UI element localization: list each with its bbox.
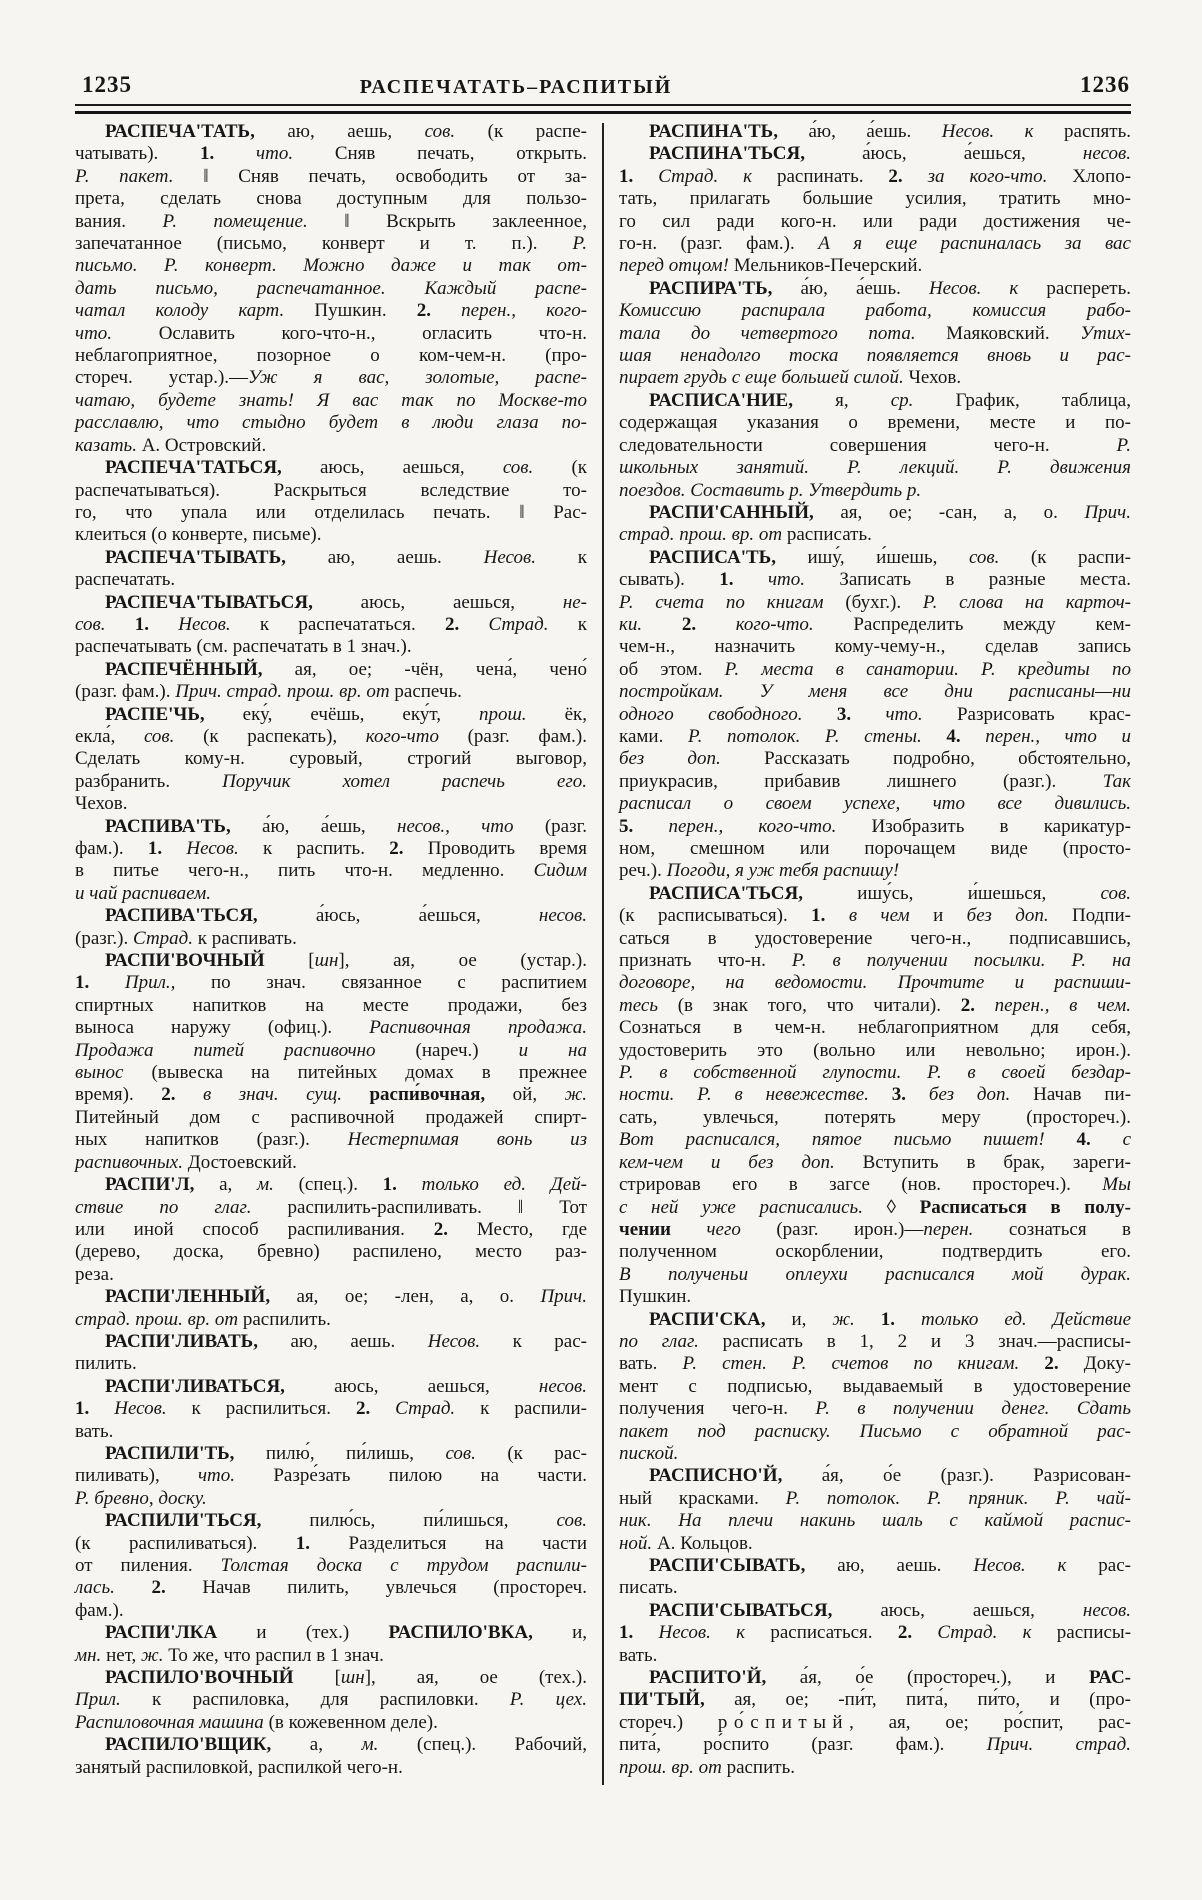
text-line: от пиления. Толстая доска с трудом распили-	[75, 1555, 587, 1576]
text-line: РАСПИ'СКА, и, ж. 1. только ед. Действие	[649, 1308, 1132, 1330]
text-line: выноса наружу (офиц.). Распивочная продажа.	[75, 1017, 587, 1039]
text-line: фам.).	[75, 1599, 124, 1621]
text-line: распечатывать (см. распечатать в 1 знач.).	[75, 636, 412, 658]
text-line: чатывать). 1. что. Сняв печать, открыть.	[75, 143, 587, 165]
text-line: получения чего-н. Р. в получении денег. Сдать	[619, 1398, 1131, 1420]
text-line: спиртных напитков на месте продажи, без	[75, 994, 587, 1016]
text-line: РАСПИРА'ТЬ, а́ю, а́ешь. Несов. к распереть.	[649, 277, 1132, 299]
text-line: ствие по глаг. распилить-распиливать. ‖ Тот	[75, 1196, 587, 1218]
text-line: Р. бревно, доску.	[75, 1487, 207, 1509]
text-line: РАСПИ'СЫВАТЬСЯ, аюсь, аешься, несов.	[649, 1599, 1131, 1621]
text-line: кем-чем и без доп. Вступить в брак, зареги-	[619, 1151, 1131, 1173]
text-line: ности. Р. в невежестве. 3. без доп. Начав пи-	[619, 1084, 1132, 1106]
text-line: реза.	[75, 1263, 114, 1285]
text-line: расславлю, что стыдно будет в люди глаза по-	[75, 412, 587, 434]
text-line: Вот расписался, пятое письмо пишет! 4. с	[619, 1129, 1132, 1151]
text-line: (разг.). Страд. к распивать.	[75, 927, 297, 949]
page-number-right: 1236	[1080, 72, 1130, 97]
text-line: лась. 2. Начав пилить, увлечься (простореч.	[75, 1577, 587, 1599]
text-block	[75, 121, 1131, 1785]
text-line: содержащая указания о времени, месте и по-	[619, 412, 1131, 434]
column-divider-rule	[602, 123, 604, 1785]
text-line: 1. Страд. к распинать. 2. за кого-что. Хлопо-	[619, 165, 1132, 187]
text-line: приукрасив, прибавив лишнего (разг.). Так	[619, 770, 1131, 792]
text-line: что. Ославить кого-что-н., огласить что-н.	[75, 322, 587, 344]
text-line: В полученьи оплеухи расписался мой дурак.	[619, 1263, 1131, 1285]
text-line: признать что-н. Р. в получении посылки. Р. на	[619, 950, 1131, 972]
text-line: Распиловочная машина (в кожевенном деле).	[75, 1711, 438, 1733]
text-line: сов. 1. Несов. к распечататься. 2. Страд. к	[75, 613, 588, 635]
text-line: стореч.) ро́спитый, ая, ое; ро́спит, рас-	[619, 1711, 1131, 1733]
text-line: занятый распиловкой, распилкой чего-н.	[75, 1756, 403, 1778]
text-line: РАСПИНА'ТЬСЯ, а́юсь, а́ешься, несов.	[649, 143, 1131, 165]
right-column	[619, 121, 1131, 1785]
text-line: пирает грудь с еще большей силой. Чехов.	[619, 367, 962, 389]
text-line: РАСПИЛИ'ТЬСЯ, пилю́сь, пи́лишься, сов.	[105, 1510, 587, 1532]
text-line: прета, сделать снова доступным для пользо-	[75, 188, 587, 210]
text-line: реч.). Погоди, я уж тебя распишу!	[619, 860, 900, 882]
text-line: следовательности совершения чего-н. Р.	[619, 434, 1131, 456]
text-line: одного свободного. 3. что. Разрисовать крас-	[619, 703, 1132, 725]
text-line: время). 2. в знач. сущ. распи́вочная, ой, ж.	[75, 1084, 588, 1106]
text-line: Сделать кому-н. суровый, строгий выговор,	[75, 748, 587, 770]
text-line: писать.	[619, 1577, 678, 1599]
text-line: расписал о своем успехе, что все дивились.	[619, 793, 1131, 815]
text-line: Питейный дом с распивочной продажей спирт-	[75, 1106, 587, 1128]
text-line: Р. в собственной глупости. Р. в своей бездар-	[619, 1062, 1131, 1084]
text-line: чем-н., назначить кому-чему-н., сделав запись	[619, 636, 1131, 658]
text-line: стрировав его в загсе (нов. простореч.). Мы	[619, 1174, 1131, 1196]
text-line: Прил. к распиловка, для распиловки. Р. цех.	[75, 1689, 587, 1711]
text-line: ном, смешном или порочащем виде (просто-	[619, 838, 1131, 859]
text-line: пилить.	[75, 1353, 137, 1375]
text-line: в питье чего-н., пить что-н. медленно. Сидим	[75, 860, 587, 882]
text-line: вать. Р. стен. Р. счетов по книгам. 2. Доку-	[619, 1353, 1132, 1375]
text-line: пита́, ро́спито (разг. фам.). Прич. страд.	[619, 1734, 1131, 1756]
text-line: ных напитков (разг.). Нестерпимая вонь из	[75, 1129, 588, 1151]
text-line: школьных занятий. Р. лекций. Р. движения	[619, 457, 1131, 479]
text-line: шая ненадолго тоска появляется вновь и рас-	[619, 345, 1131, 367]
text-line: или иной способ распиливания. 2. Место, где	[75, 1218, 588, 1240]
text-line: РАСПИТО'Й, а́я, о́е (простореч.), и РАС-	[649, 1667, 1131, 1689]
text-line: тала до четвертого пота. Маяковский. Утих-	[619, 322, 1131, 344]
text-line: РАСПИСА'НИЕ, я, ср. График, таблица,	[649, 389, 1131, 411]
text-line: Р. пакет. ‖ Сняв печать, освободить от за-	[75, 165, 588, 187]
text-line: РАСПИ'ЛИВАТЬ, аю, аешь. Несов. к рас-	[105, 1330, 587, 1352]
text-line: РАСПЕЧА'ТЫВАТЬСЯ, аюсь, аешься, не-	[105, 591, 587, 613]
text-line: страд. прош. вр. от расписать.	[619, 524, 872, 546]
text-line: сать, увлечься, потерять меру (простореч.).	[619, 1106, 1131, 1128]
text-line: РАСПИСНО'Й, а́я, о́е (разг.). Разрисован-	[649, 1465, 1131, 1487]
text-line: ник. На плечи накинь шаль с каймой распис-	[619, 1510, 1131, 1532]
left-column	[75, 121, 587, 1785]
text-line: РАСПЕЧА'ТАТЬ, аю, аешь, сов. (к распе-	[105, 121, 587, 142]
text-line: екла́, сов. (к распекать), кого-что (разг. фам.).	[75, 725, 587, 747]
text-line: и чай распиваем.	[75, 882, 211, 904]
text-line: го-н. (разг. фам.). А я еще распиналась за вас	[619, 233, 1131, 255]
text-line: РАСПИСА'ТЬ, ишу́, и́шешь, сов. (к распи-	[649, 546, 1131, 568]
text-line: го сил ради кого-н. или ради достижения че-	[619, 210, 1131, 232]
text-line: стореч. устар.).—Уж я вас, золотые, распе-	[75, 367, 587, 389]
text-line: 1. Несов. к расписаться. 2. Страд. к расписы-	[619, 1622, 1132, 1644]
text-line: (дерево, доска, бревно) распилено, место раз-	[75, 1241, 587, 1263]
text-line: РАСПИСА'ТЬСЯ, ишу́сь, и́шешься, сов.	[649, 882, 1131, 904]
text-line: РАСПИ'ВОЧНЫЙ [шн], ая, ое (устар.).	[105, 950, 587, 972]
text-line: РАСПЕ'ЧЬ, еку́, ечёшь, еку́т, прош. ёк,	[105, 703, 587, 725]
text-line: саться в удостоверение чего-н., подписавшись,	[619, 927, 1131, 949]
text-line: (к расписываться). 1. в чем и без доп. Подпи-	[619, 905, 1132, 927]
page-number-left: 1235	[82, 72, 132, 97]
text-line: тесь (в знак того, что читали). 2. перен., в чем.	[619, 994, 1132, 1016]
text-line: (разг. фам.). Прич. страд. прош. вр. от распечь.	[75, 681, 462, 703]
text-line: РАСПИЛО'ВЩИК, а, м. (спец.). Рабочий,	[105, 1734, 587, 1756]
text-line: распечатываться). Раскрыться вследствие то-	[75, 479, 587, 501]
text-line: без доп. Рассказать подробно, обстоятельно,	[619, 748, 1131, 770]
text-line: тать, прилагать большие усилия, тратить мно-	[619, 188, 1131, 210]
text-line: чатаю, будете знать! Я вас так по Москве-то	[75, 389, 587, 411]
text-line: 5. перен., кого-что. Изобразить в карикатур-	[619, 815, 1132, 837]
text-line: РАСПИВА'ТЬ, а́ю, а́ешь, несов., что (разг.	[105, 815, 587, 837]
text-line: Комиссию распирала работа, комиссия рабо-	[619, 300, 1131, 322]
text-line: Чехов.	[75, 793, 128, 815]
text-line: фам.). 1. Несов. к распить. 2. Проводить время	[75, 838, 587, 859]
text-line: РАСПИ'САННЫЙ, ая, ое; -сан, а, о. Прич.	[649, 501, 1131, 523]
text-line: вания. Р. помещение. ‖ Вскрыть заклеенное,	[75, 210, 587, 232]
text-line: РАСПЕЧА'ТАТЬСЯ, аюсь, аешься, сов. (к	[105, 457, 588, 479]
text-line: перед отцом! Мельников-Печерский.	[619, 255, 923, 277]
text-line: запечатанное (письмо, конверт и т. п.). Р.	[75, 233, 587, 255]
text-line: РАСПИ'СЫВАТЬ, аю, аешь. Несов. к рас-	[649, 1555, 1131, 1576]
text-line: ки. 2. кого-что. Распределить между кем-	[619, 613, 1131, 635]
text-line: РАСПИ'ЛЕННЫЙ, ая, ое; -лен, а, о. Прич.	[105, 1286, 587, 1308]
text-line: прош. вр. от распить.	[619, 1756, 795, 1778]
text-line: Продажа питей распивочно (нареч.) и на	[75, 1039, 587, 1061]
text-line: пакет под расписку. Письмо с обратной рас-	[619, 1420, 1131, 1442]
text-line: страд. прош. вр. от распилить.	[75, 1308, 331, 1330]
text-line: ками. Р. потолок. Р. стены. 4. перен., что и	[619, 725, 1132, 747]
text-line: ный красками. Р. потолок. Р. пряник. Р. чай-	[619, 1487, 1131, 1509]
text-line: клеиться (о конверте, письме).	[75, 524, 322, 546]
text-line: неблагоприятное, позорное о ком-чем-н. (про-	[75, 345, 587, 367]
text-line: договоре, на ведомости. Прочтите и распиши-	[619, 972, 1131, 994]
text-line: Пушкин.	[619, 1286, 692, 1308]
text-line: 1. Несов. к распилиться. 2. Страд. к распили-	[75, 1398, 588, 1420]
text-line: го, что упала или отделилась печать. ‖ Рас-	[75, 501, 587, 523]
running-head-title: РАСПЕЧАТАТЬ–РАСПИТЫЙ	[359, 76, 673, 98]
text-line: РАСПИ'ЛКА и (тех.) РАСПИЛО'ВКА, и,	[105, 1622, 588, 1644]
text-line: Сознаться в чем-н. неблагоприятном для себя,	[619, 1017, 1131, 1039]
text-line: РАСПИНА'ТЬ, а́ю, а́ешь. Несов. к распять.	[649, 121, 1131, 142]
text-line: РАСПИЛИ'ТЬ, пилю́, пи́лишь, сов. (к рас-	[105, 1442, 587, 1464]
text-line: поездов. Составить р. Утвердить р.	[619, 479, 922, 501]
header-double-rule	[75, 104, 1131, 114]
text-line: вынос (вывеска на питейных домах в прежнее	[75, 1062, 587, 1084]
text-line: казать. А. Островский.	[75, 434, 267, 456]
text-line: распивочных. Достоевский.	[75, 1151, 297, 1173]
text-line: 1. Прил., по знач. связанное с распитием	[75, 972, 588, 994]
text-line: ПИ'ТЫЙ, ая, ое; -пи́т, пита́, пи́то, и (про-	[619, 1689, 1131, 1711]
text-line: полученном оскорблении, подтвердить его.	[619, 1241, 1131, 1263]
text-line: РАСПИ'Л, а, м. (спец.). 1. только ед. Дей-	[105, 1174, 587, 1196]
text-line: вать.	[619, 1644, 658, 1666]
text-line: сывать). 1. что. Записать в разные места.	[619, 569, 1131, 591]
text-line: мент с подписью, выдаваемый в удостоверение	[619, 1375, 1131, 1397]
text-line: с ней уже расписались. ◊ Расписаться в полу-	[619, 1196, 1131, 1218]
text-line: письмо. Р. конверт. Можно даже и так от-	[75, 255, 587, 277]
text-line: об этом. Р. места в санатории. Р. кредиты по	[619, 658, 1131, 680]
text-line: чении чего (разг. ирон.)—перен. сознаться в	[619, 1218, 1131, 1240]
text-line: распечатать.	[75, 569, 176, 591]
text-line: РАСПИВА'ТЬСЯ, а́юсь, а́ешься, несов.	[105, 905, 587, 927]
text-line: удостоверить это (вольно или невольно; ирон.).	[619, 1039, 1131, 1061]
text-line: дать письмо, распечатанное. Каждый распе-	[75, 277, 587, 299]
text-line: пиливать), что. Разре́зать пилою на части.	[75, 1465, 587, 1487]
text-line: Р. счета по книгам (бухг.). Р. слова на карточ-	[619, 591, 1131, 613]
text-line: постройкам. У меня все дни расписаны—ни	[619, 681, 1131, 703]
text-line: пиской.	[619, 1442, 679, 1464]
text-line: РАСПИЛО'ВОЧНЫЙ [шн], ая, ое (тех.).	[105, 1667, 587, 1689]
text-line: чатал колоду карт. Пушкин. 2. перен., кого-	[75, 300, 588, 322]
text-line: разбранить. Поручик хотел распечь его.	[75, 770, 588, 792]
text-line: вать.	[75, 1420, 114, 1442]
text-line: по глаг. расписать в 1, 2 и 3 знач.—расписы-	[619, 1330, 1132, 1352]
text-line: ной. А. Кольцов.	[619, 1532, 753, 1554]
text-line: (к распиливаться). 1. Разделиться на части	[75, 1532, 588, 1554]
text-line: мн. нет, ж. То же, что распил в 1 знач.	[75, 1644, 384, 1666]
text-line: РАСПЕЧЁННЫЙ, ая, ое; -чён, чена́, чено́	[105, 658, 587, 680]
text-line: РАСПЕЧА'ТЫВАТЬ, аю, аешь. Несов. к	[105, 546, 587, 568]
text-line: РАСПИ'ЛИВАТЬСЯ, аюсь, аешься, несов.	[105, 1375, 587, 1397]
